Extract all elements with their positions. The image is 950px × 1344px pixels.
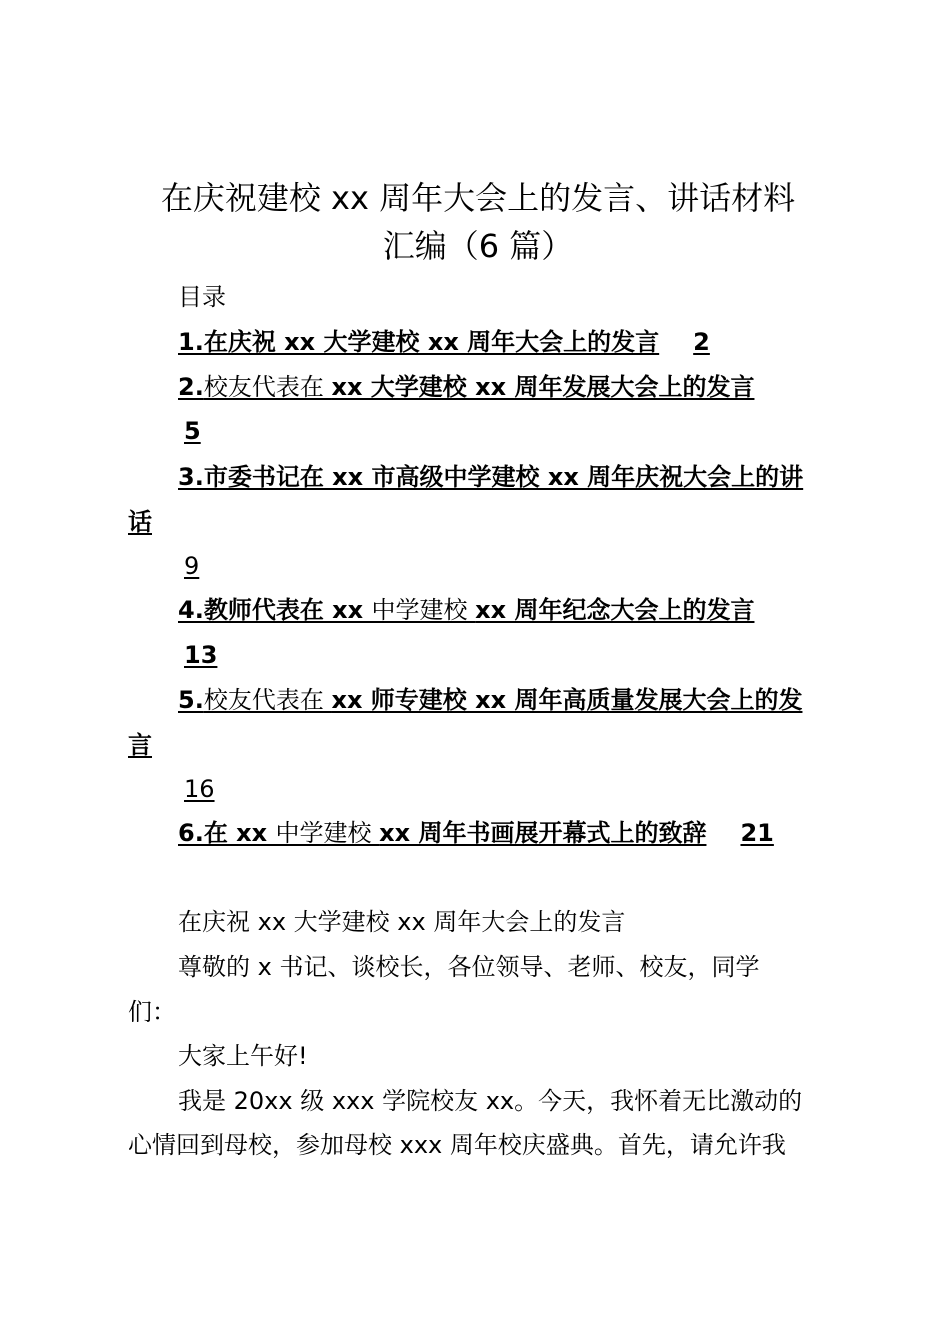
section-title: 在庆祝 xx 大学建校 xx 周年大会上的发言 (178, 908, 626, 936)
toc-entry-6-title-a: 6.在 xx (178, 819, 276, 847)
toc-entry-1-link[interactable] (178, 328, 710, 356)
toc-entry-5-wrap-link[interactable] (128, 731, 152, 759)
toc-entry-1[interactable] (178, 326, 710, 358)
toc-entry-3[interactable] (178, 461, 803, 493)
toc-entry-1-title: 1.在庆祝 xx 大学建校 xx 周年大会上的发言 (178, 328, 660, 356)
toc-entry-6[interactable] (178, 817, 774, 849)
document-title-line-1: 在庆祝建校 xx 周年大会上的发言、讲话材料 (160, 179, 796, 217)
toc-entry-4-link[interactable] (178, 596, 754, 624)
toc-entry-4-title-a: 4.教师代表在 xx (178, 596, 372, 624)
toc-entry-3-wrap[interactable] (128, 506, 152, 538)
toc-entry-5-number: 5. (178, 686, 204, 714)
toc-heading: 目录 (178, 283, 226, 311)
toc-entry-5-title-a: 校友代表在 (203, 686, 332, 714)
toc-entry-4-page-link[interactable] (128, 641, 217, 669)
toc-entry-4-title-c: xx 周年纪念大会上的发言 (475, 596, 755, 624)
toc-entry-6-title-b: 中学建校 (275, 819, 380, 847)
paragraph-line-2: 心情回到母校，参加母校 xxx 周年校庆盛典。首先，请允许我 (128, 1131, 786, 1159)
toc-entry-6-page: 21 (740, 819, 774, 847)
toc-entry-2-page-link[interactable] (128, 417, 201, 445)
toc-entry-2-title-a: 校友代表在 (203, 373, 332, 401)
toc-entry-3-title-b: 话 (128, 508, 152, 536)
toc-entry-5-title-b: xx 师专建校 xx 周年高质量发展大会上的发 (331, 686, 803, 714)
toc-entry-6-link[interactable] (178, 819, 774, 847)
toc-entry-5-wrap[interactable] (128, 729, 152, 761)
toc-entry-5[interactable] (178, 684, 802, 716)
toc-entry-4-page-line[interactable] (128, 639, 217, 671)
toc-entry-5-page-line[interactable] (184, 773, 215, 805)
toc-entry-5-page: 16 (184, 775, 215, 803)
toc-entry-3-page-link[interactable] (184, 552, 199, 580)
toc-entry-1-page: 2 (693, 328, 710, 356)
toc-entry-2-page: 5 (184, 417, 201, 445)
toc-entry-3-wrap-link[interactable] (128, 508, 152, 536)
toc-entry-4[interactable] (178, 594, 754, 626)
toc-entry-3-title-a: 3.市委书记在 xx 市高级中学建校 xx 周年庆祝大会上的讲 (178, 463, 804, 491)
toc-entry-6-title-c: xx 周年书画展开幕式上的致辞 (379, 819, 707, 847)
toc-entry-4-title-b: 中学建校 (371, 596, 476, 624)
paragraph-line-1: 我是 20xx 级 xxx 学院校友 xx。今天，我怀着无比激动的 (178, 1087, 803, 1115)
toc-entry-5-link[interactable] (178, 686, 802, 714)
toc-entry-5-title-c: 言 (128, 731, 152, 759)
toc-entry-3-link[interactable] (178, 463, 803, 491)
salutation-line-1: 尊敬的 x 书记、谈校长，各位领导、老师、校友，同学 (178, 953, 760, 981)
toc-entry-2-link[interactable] (178, 373, 754, 401)
toc-entry-4-page: 13 (184, 641, 218, 669)
toc-entry-3-page: 9 (184, 552, 200, 580)
document-title-line-2: 汇编（6 篇） (382, 227, 574, 265)
salutation-line-2: 们： (128, 998, 176, 1026)
toc-entry-5-page-link[interactable] (184, 775, 215, 803)
toc-entry-3-page-line[interactable] (184, 550, 199, 582)
toc-entry-2-page-line[interactable] (128, 415, 201, 447)
toc-entry-2-title-b: xx 大学建校 xx 周年发展大会上的发言 (331, 373, 755, 401)
toc-entry-2[interactable] (178, 371, 754, 403)
toc-entry-2-number: 2. (178, 373, 204, 401)
greeting: 大家上午好! (178, 1042, 308, 1070)
